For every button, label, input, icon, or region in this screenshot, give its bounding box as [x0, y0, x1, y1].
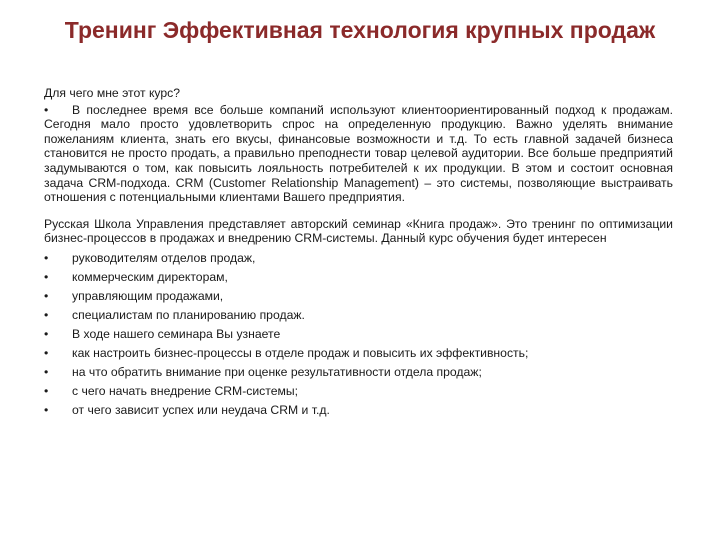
list-item-text: на что обратить внимание при оценке результативности отдела продаж; — [72, 364, 482, 379]
bullet-dot: • — [44, 307, 49, 322]
seminar-paragraph: Русская Школа Управления представляет авторский семинар «Книга продаж». Это тренинг по оптимизации бизнес-процессов в продажах и внедрению CRM-системы. Данный курс обучения будет интересен — [44, 216, 673, 246]
list-item-text: управляющим продажами, — [72, 288, 224, 303]
bullet-dot: • — [44, 269, 49, 284]
list-item-text: В ходе нашего семинара Вы узнаете — [72, 326, 281, 341]
course-question: Для чего мне этот курс? — [44, 86, 181, 100]
list-item — [44, 268, 673, 287]
bullet-dot: • — [44, 383, 49, 398]
list-item — [44, 249, 673, 268]
list-item — [44, 363, 673, 382]
bullet-dot: • — [44, 402, 49, 417]
list-item — [44, 325, 673, 344]
bullet-dot: • — [44, 345, 49, 360]
intro-paragraph — [44, 103, 673, 205]
slide-title: Тренинг Эффективная технология крупных продаж — [64, 17, 656, 43]
slide-content — [44, 86, 673, 420]
bullet-dot: • — [44, 250, 49, 265]
bullet-dot: • — [44, 288, 49, 303]
bullet-dot: • — [44, 364, 49, 379]
audience-list — [44, 249, 673, 420]
list-item-text: с чего начать внедрение CRM-системы; — [72, 383, 299, 398]
bullet-dot: • — [44, 326, 49, 341]
list-item-text: специалистам по планированию продаж. — [72, 307, 305, 322]
list-item — [44, 306, 673, 325]
list-item — [44, 287, 673, 306]
list-item — [44, 344, 673, 363]
list-item-text: как настроить бизнес-процессы в отделе продаж и повысить их эффективность; — [72, 345, 529, 360]
list-item — [44, 401, 673, 420]
list-item-text: коммерческим директорам, — [72, 269, 228, 284]
intro-paragraph-text: В последнее время все больше компаний используют клиентоориентированный подход к продажам. Сегодня мало просто удовлетворить спрос на определенную продукцию. Важно уделять внимание пожеланиям клиента, знать его вкусы, финансовые возможности и т.д. То есть главной задачей бизнеса становится не просто продать, а правильно преподнести товар целевой аудитории. Все больше предприятий задумываются о том, как повысить лояльность потребителей к их продукции. В этом и состоит основная задача CRM-подхода. CRM (Customer Relationship Management) – это системы, позволяющие выстраивать отношения с потенциальными клиентами Вашего предприятия. — [44, 102, 673, 205]
intro-bullet: • — [44, 102, 49, 117]
list-item-text: от чего зависит успех или неудача CRM и т.д. — [72, 402, 330, 417]
list-item — [44, 382, 673, 401]
list-item-text: руководителям отделов продаж, — [72, 250, 256, 265]
